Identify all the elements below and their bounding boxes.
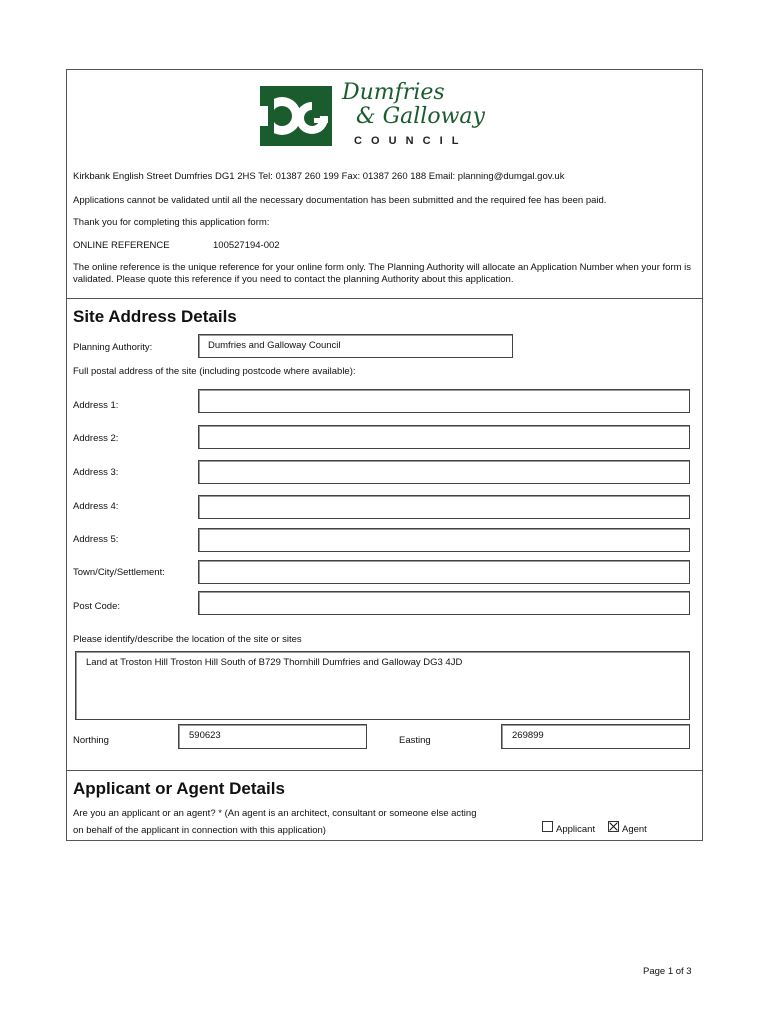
address-4-field[interactable] bbox=[198, 495, 690, 519]
northing-field[interactable] bbox=[178, 724, 367, 749]
postal-address-note: Full postal address of the site (including postcode where available): bbox=[73, 366, 356, 377]
logo-line-3: C O U N C I L bbox=[354, 135, 462, 147]
divider bbox=[66, 770, 703, 771]
planning-authority-label: Planning Authority: bbox=[73, 342, 153, 353]
applicant-option-label: Applicant bbox=[556, 824, 596, 835]
validation-note: Applications cannot be validated until all the necessary documentation has been submitted and the required fee has been paid. bbox=[73, 195, 607, 206]
agent-option-label: Agent bbox=[622, 824, 647, 835]
northing-value: 590623 bbox=[189, 730, 221, 741]
contact-details: Kirkbank English Street Dumfries DG1 2HS Tel: 01387 260 199 Fax: 01387 260 188 Email: planning@dumgal.gov.uk bbox=[73, 171, 565, 182]
planning-authority-value: Dumfries and Galloway Council bbox=[208, 340, 341, 351]
address-2-field[interactable] bbox=[198, 425, 690, 449]
section-title-applicant: Applicant or Agent Details bbox=[73, 779, 285, 798]
location-label: Please identify/describe the location of the site or sites bbox=[73, 634, 302, 645]
logo-line-1: Dumfries bbox=[342, 80, 445, 105]
address-5-field[interactable] bbox=[198, 528, 690, 552]
thanks-text: Thank you for completing this application form: bbox=[73, 217, 270, 228]
address-5-label: Address 5: bbox=[73, 534, 119, 545]
location-description-field[interactable] bbox=[75, 651, 690, 720]
address-2-label: Address 2: bbox=[73, 433, 119, 444]
location-description-value: Land at Troston Hill Troston Hill South of B729 Thornhill Dumfries and Galloway DG3 4JD bbox=[86, 657, 463, 668]
applicant-checkbox[interactable] bbox=[542, 821, 553, 832]
logo-line-2: & Galloway bbox=[356, 104, 485, 129]
town-field[interactable] bbox=[198, 560, 690, 584]
easting-value: 269899 bbox=[512, 730, 544, 741]
applicant-question-line-2: on behalf of the applicant in connection with this application) bbox=[73, 825, 326, 836]
easting-label: Easting bbox=[399, 735, 431, 746]
section-title-site-address: Site Address Details bbox=[73, 307, 237, 326]
town-label: Town/City/Settlement: bbox=[73, 567, 165, 578]
planning-authority-field[interactable] bbox=[198, 334, 513, 358]
address-4-label: Address 4: bbox=[73, 501, 119, 512]
postcode-field[interactable] bbox=[198, 591, 690, 615]
dg-logo-icon bbox=[260, 84, 332, 148]
address-1-field[interactable] bbox=[198, 389, 690, 413]
ref-note: The online reference is the unique reference for your online form only. The Planning Authority will allocate an Application Number when your form is validated. Please quote this reference if you need to contact the planning Authority about this application. bbox=[73, 262, 692, 285]
applicant-question-line-1: Are you an applicant or an agent? * (An agent is an architect, consultant or someone else acting bbox=[73, 808, 477, 819]
postcode-label: Post Code: bbox=[73, 601, 120, 612]
council-logo bbox=[260, 82, 520, 152]
address-1-label: Address 1: bbox=[73, 400, 119, 411]
northing-label: Northing bbox=[73, 735, 109, 746]
page-number: Page 1 of 3 bbox=[643, 966, 692, 977]
easting-field[interactable] bbox=[501, 724, 690, 749]
address-3-field[interactable] bbox=[198, 460, 690, 484]
address-3-label: Address 3: bbox=[73, 467, 119, 478]
online-ref-value: 100527194-002 bbox=[213, 240, 280, 251]
agent-checkbox[interactable] bbox=[608, 821, 619, 832]
divider bbox=[66, 298, 703, 299]
online-ref-label: ONLINE REFERENCE bbox=[73, 240, 170, 251]
